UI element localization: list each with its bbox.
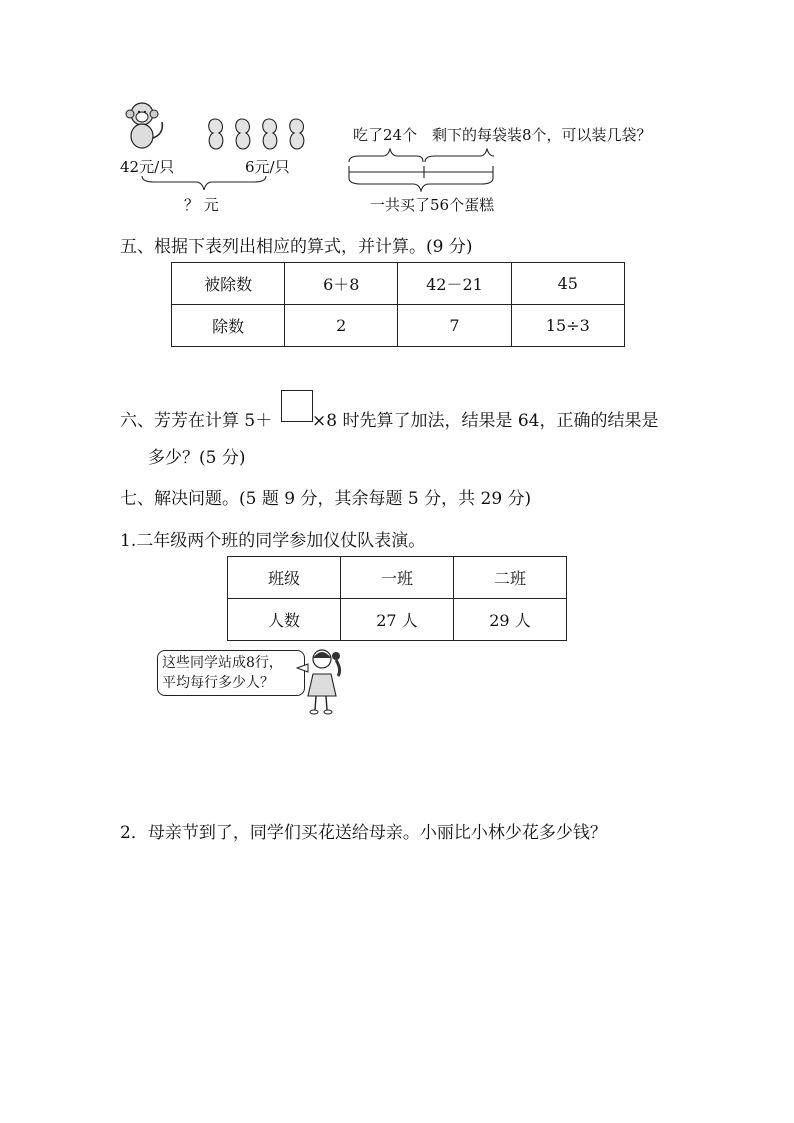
count-cell: 29 人 xyxy=(453,599,566,641)
bubble-line-1: 这些同学站成8行， xyxy=(162,655,283,671)
dividend-cell: 42－21 xyxy=(398,263,511,305)
question-1: 1.二年级两个班的同学参加仪仗队表演。 xyxy=(120,531,426,551)
divisor-cell: 2 xyxy=(285,305,398,347)
section7-title: 七、解决问题。(5 题 9 分，其余每题 5 分，共 29 分) xyxy=(120,489,532,509)
divisor-header: 除数 xyxy=(172,305,285,347)
dividend-cell: 45 xyxy=(511,263,624,305)
count-header: 人数 xyxy=(228,599,341,641)
section6-line1-start: 六、芳芳在计算 5＋ xyxy=(120,411,273,431)
dividend-cell: 6＋8 xyxy=(285,263,398,305)
cake-line-diagram xyxy=(345,148,495,192)
girl-figure xyxy=(296,646,356,716)
total-price-question: ？ 元 xyxy=(184,196,219,214)
girl-icon xyxy=(297,650,340,714)
count-cell: 27 人 xyxy=(340,599,453,641)
peanuts-figure xyxy=(205,116,310,152)
bubble-line-2: 平均每行多少人？ xyxy=(162,675,274,691)
divisor-cell: 7 xyxy=(398,305,511,347)
class-cell: 一班 xyxy=(340,557,453,599)
section5-title: 五、根据下表列出相应的算式，并计算。(9 分) xyxy=(120,237,473,257)
blank-box xyxy=(281,390,313,422)
section6-line2: 多少？(5 分) xyxy=(148,448,246,468)
remaining-question: 剩下的每袋装8个，可以装几袋？ xyxy=(432,126,652,144)
question-2: 2．母亲节到了，同学们买花送给母亲。小丽比小林少花多少钱？ xyxy=(120,823,607,843)
class-table xyxy=(227,556,567,641)
price-right: 6元/只 xyxy=(245,158,290,176)
eaten-label: 吃了24个 xyxy=(353,126,418,144)
class-cell: 二班 xyxy=(453,557,566,599)
brace-bottom xyxy=(140,174,268,194)
price-left: 42元/只 xyxy=(120,158,175,176)
monkey-figure xyxy=(120,100,168,152)
divisor-cell: 15÷3 xyxy=(511,305,624,347)
total-cakes-label: 一共买了56个蛋糕 xyxy=(370,196,495,214)
peanut-icons xyxy=(205,116,310,152)
monkey-icon xyxy=(120,100,168,152)
speech-bubble xyxy=(157,650,305,696)
section6-line1-end: ×8 时先算了加法，结果是 64，正确的结果是 xyxy=(312,411,659,431)
dividend-header: 被除数 xyxy=(172,263,285,305)
class-header: 班级 xyxy=(228,557,341,599)
division-table xyxy=(171,262,625,347)
